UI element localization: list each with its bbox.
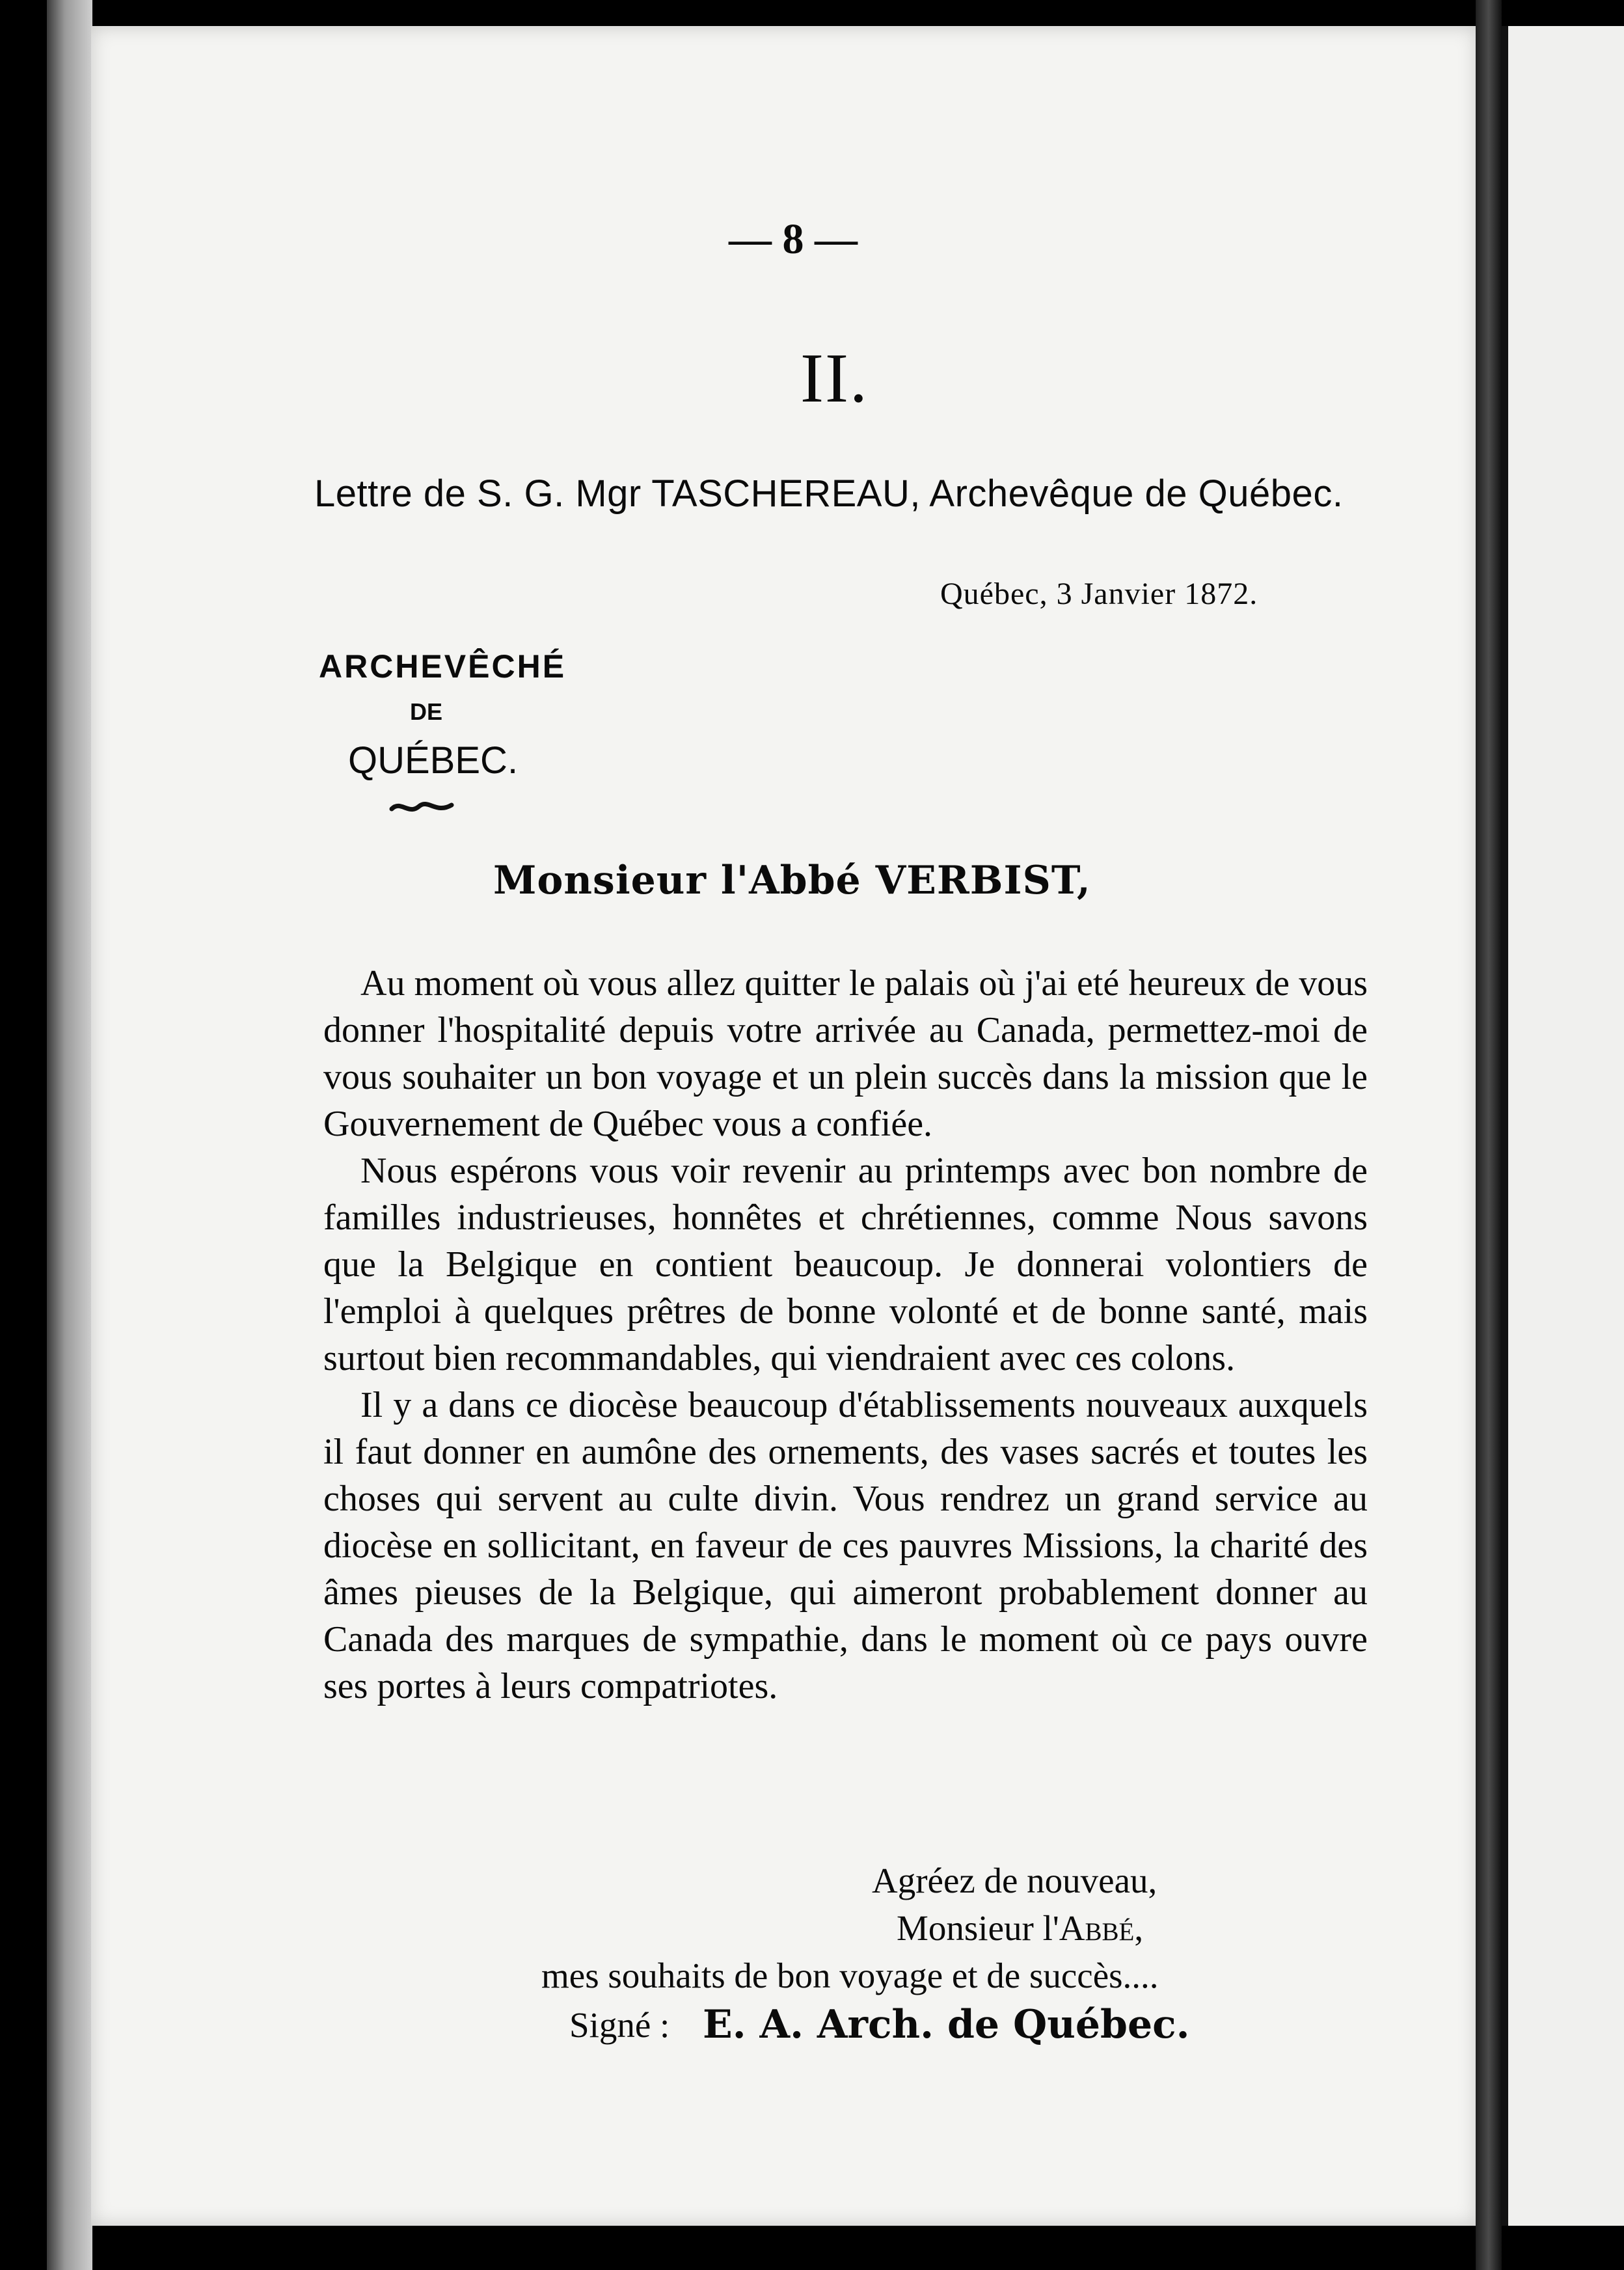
salutation: Monsieur l'Abbé VERBIST, bbox=[493, 858, 1091, 903]
closing-line-2-title: Abbé bbox=[1059, 1908, 1135, 1948]
letter-date: Québec, 3 Janvier 1872. bbox=[940, 577, 1258, 611]
closing-line-2 bbox=[897, 1908, 1143, 1949]
letterhead-line-1: ARCHEVÊCHÉ bbox=[319, 648, 567, 685]
closing-line-3: mes souhaits de bon voyage et de succès.... bbox=[541, 1956, 1159, 1995]
letterhead-line-3: QUÉBEC. bbox=[348, 739, 519, 782]
paragraph-2: Nous espérons vous voir revenir au printemps avec bon nombre de familles industrieuses, honnêtes et chrétiennes, comme Nous savons que la Belgique en contient beaucoup. Je donnerai volontiers de l'emploi à quelques prêtres de bonne volonté et de bonne santé, mais surtout bien recommandables, qui viendraient avec ces colons. bbox=[323, 1151, 1368, 1378]
paragraph-1: Au moment où vous allez quitter le palais où j'ai eté heureux de vous donner l'hospitalité depuis votre arrivée au Canada, permettez-moi de vous souhaiter un bon voyage et un plein succès dans la mission que le Gouvernement de Québec vous a confiée. bbox=[323, 963, 1368, 1144]
letterhead-line-2: DE bbox=[410, 698, 443, 725]
letter-heading: Lettre de S. G. Mgr TASCHEREAU, Archevêque de Québec. bbox=[314, 472, 1344, 515]
closing-line-2-suffix: , bbox=[1134, 1908, 1144, 1948]
signature-name: E. A. Arch. de Québec. bbox=[703, 2002, 1190, 2047]
closing-line-1: Agréez de nouveau, bbox=[872, 1861, 1157, 1900]
letter-body bbox=[323, 960, 1368, 1710]
book-spine-left bbox=[47, 0, 92, 2270]
facing-page-edge bbox=[1502, 26, 1624, 2226]
page-number: — 8 — bbox=[729, 215, 858, 263]
paragraph-3: Il y a dans ce diocèse beaucoup d'établissements nouveaux auxquels il faut donner en aumône des ornements, des vases sacrés et toutes les choses qui servent au culte divin. Vous rendrez un grand service au diocèse en sollicitant, en faveur de ces pauvres Missions, la charité des âmes pieuses de la Belgique, qui aimeront probablement donner au Canada des marques de sympathie, dans le moment où ce pays ouvre ses portes à leurs compatriotes. bbox=[323, 1385, 1368, 1706]
flourish-ornament bbox=[389, 797, 454, 817]
closing-line-2-prefix: Monsieur l' bbox=[897, 1908, 1059, 1948]
section-number: II. bbox=[800, 340, 869, 417]
book-gutter-right bbox=[1476, 0, 1502, 2270]
signature-label: Signé : bbox=[569, 2005, 670, 2045]
